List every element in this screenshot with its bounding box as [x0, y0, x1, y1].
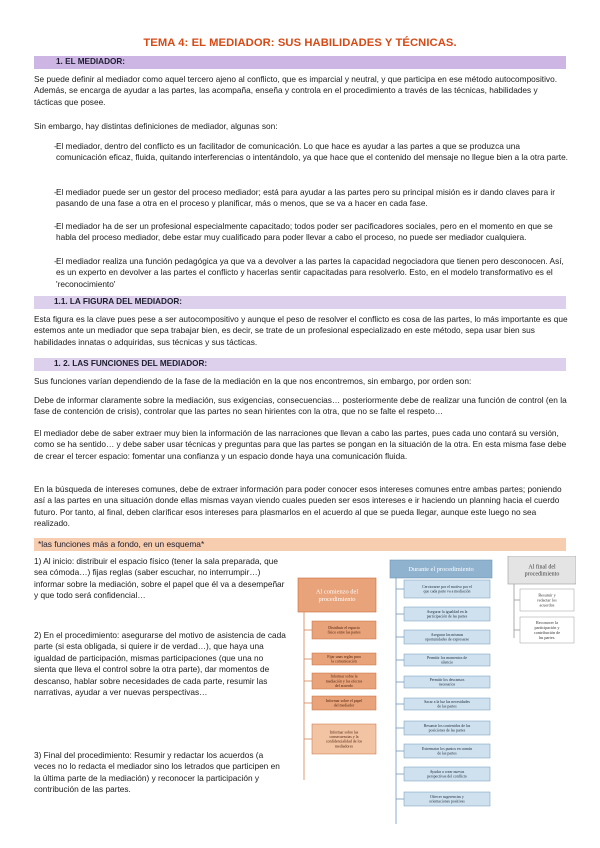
bullet-item: El mediador puede ser un gestor del proceso mediador; está para ayudar a las partes pero su principal misión es ir dando claves para ir pasando de una fase a otra en el proceso y planificar, más o menos, que se va a hacer en cada fase.	[56, 187, 556, 209]
bullet-dash: -	[54, 256, 57, 266]
during-step-text: Ayudar a crear nuevas perspectivas del conflicto	[427, 770, 467, 779]
during-step-text: Permitir los momentos de silencio	[426, 656, 468, 665]
during-step-text: Resumir los contenidos de las posiciones de las partes	[423, 724, 471, 733]
start-step-text: Informar sobre el papel del mediador	[325, 699, 363, 708]
funciones-paragraph-1: Debe de informar claramente sobre la mediación, sus exigencias, consecuencias… posteriormente debe de realizar una función de control (en la fase de contención de crisis), controlar que las partes no sean hirientes con la otra, que no se falte el respeto…	[34, 395, 567, 417]
schema-heading: *las funciones más a fondo, en un esquema*	[34, 538, 566, 551]
during-step-text: Cerciorarse por el motivo por el que cada parte va a mediación	[422, 585, 472, 594]
bullet-dash: -	[54, 141, 57, 151]
funciones-paragraph-2: El mediador debe de saber extraer muy bien la información de las narraciones que llevan a cabo las partes, pues cada uno contará su versión, como se ha sentido… y debe saber usar técnicas y preguntas para que las partes se pongan en la situación de la otra. En esta misma fase debe de crear el tercer espacio: fomentar una confianza y un espacio donde haya una comunicación fluida.	[34, 428, 567, 461]
bullet-item: El mediador ha de ser un profesional especialmente capacitado; todos poder ser pacificadores sociales, pero en el momento en que se habla del proceso mediador, debe estar muy cualificado para poder llevar a cabo el proceso, no puede ser mediador cualquiera.	[56, 221, 553, 243]
during-step-text: Asegurar la igualdad en la participación de las partes	[426, 610, 468, 619]
start-step-text: Distribuir el espacio físico entre las partes	[327, 626, 361, 635]
end-header-text: Al final del procedimiento	[524, 564, 560, 578]
bullet-dash: -	[54, 187, 57, 197]
schema-item-final: 3) Final del procedimiento: Resumir y redactar los acuerdos (a veces no lo redacta el mediador sino los letrados que participen en la última parte de la mediación) y reconocer la participación y contribución de las partes.	[34, 750, 280, 795]
concept-map-diagram	[292, 556, 576, 842]
end-step-text: Resumir y redactar los acuerdos	[537, 592, 557, 608]
section-heading-funciones: 1. 2. LAS FUNCIONES DEL MEDIADOR:	[34, 358, 566, 371]
page-title: TEMA 4: EL MEDIADOR: SUS HABILIDADES Y TÉCNICAS.	[143, 37, 457, 49]
bullet-item: El mediador realiza una función pedagógica ya que va a devolver a las partes la capacidad negociadora que tienen pero desconocen. Así, es un experto en devolver a las partes el conflicto y hacerlas sentir capacitadas para resolverlo. Esto, en el modelo transformativo es el 'reconocimiento'	[56, 256, 564, 289]
start-header-text: Al comienzo del procedimiento	[315, 588, 359, 604]
start-step-text: Fijar unas reglas para la comunicación	[327, 655, 361, 664]
section-heading-figura: 1.1. LA FIGURA DEL MEDIADOR:	[34, 296, 566, 309]
during-step-text: Asegurar las mismas oportunidades de expresarse	[424, 633, 470, 642]
during-step-text: Sacar a la luz las necesidades de las partes	[424, 700, 470, 709]
end-step-text: Reconocer la participación y contribución de las partes.	[533, 619, 561, 641]
schema-item-inicio: 1) Al inicio: distribuir el espacio físico (tener la sala preparada, que sea cómoda…) fijas reglas (saber escuchar, no interrumpir…) informar sobre la mediación, sobre el papel que él va a desempeñar y que todo será confidencial…	[34, 556, 285, 601]
during-step-text: Extrematar los puntos en común de las partes	[421, 747, 473, 756]
definitions-lead: Sin embargo, hay distintas definiciones de mediador, algunas son:	[34, 121, 278, 131]
section-heading-mediador: 1. EL MEDIADOR:	[34, 56, 566, 69]
funciones-lead: Sus funciones varían dependiendo de la fase de la mediación en la que nos encontremos, sin embargo, por orden son:	[34, 376, 472, 386]
schema-item-procedimiento: 2) En el procedimiento: asegurarse del motivo de asistencia de cada parte (si esta obligada, si quiere ir de verdad…), que haya una igualdad de participación, mismas participaciones (que una no sienta que lleva el control sobre la otra parte), dar momentos de descanso, hablar sobre necesidades de cada parte, resumir las narrativas, ayudar a ver nuevas perspectivas…	[34, 630, 286, 698]
during-step-text: Permitir los descansos necesarios	[429, 678, 465, 687]
during-step-text: Ofrecer sugerencias y orientaciones positivas	[429, 795, 465, 804]
during-header-text: Durante el procedimiento	[408, 566, 474, 574]
bullet-dash: -	[54, 221, 57, 231]
intro-paragraph: Se puede definir al mediador como aquel tercero ajeno al conflicto, que es imparcial y neutral, y que participa en ese método autocompositivo. Además, se encarga de ayudar a las partes, las acompaña, enseña y controla en el procedimiento a través de las técnicas, habilidades y tácticas que posee.	[34, 74, 558, 107]
start-step-text: Informar sobre las consecuencias y la confidencialidad de los mediadores	[325, 730, 363, 749]
funciones-paragraph-3: En la búsqueda de intereses comunes, debe de extraer información para poder conocer esos intereses comunes entre ambas partes; poniendo así a las partes en una situación donde ellas mismas vayan viendo cuales pueden ser esos intereses e ir haciendo un planning hacia el cuerdo futuro. Por tanto, al final, deben clarificar esos intereses para plasmarlos en el acuerdo al que se pueda llegar, aunque este luego no sea realizado.	[34, 484, 562, 529]
concept-map-svg	[292, 556, 576, 842]
bullet-item: El mediador, dentro del conflicto es un facilitador de comunicación. Lo que hace es ayudar a las partes a que se produzca una comunicación eficaz, fluida, quitando interferencias o intentándolo, ya que hace que el contenido del mensaje no llegue bien a la otra parte.	[56, 141, 568, 163]
figura-paragraph: Esta figura es la clave pues pese a ser autocompositivo y aunque el peso de resolver el conflicto es cosa de las partes, lo más importante es que estemos ante un mediador que sepa trabajar bien, es decir, se trate de un profesional especializado en este método, sepa usar bien sus habilidades innatas o adquiridas, sus técnicas y sus tácticas.	[34, 314, 568, 347]
start-step-text: Informar sobre la mediación y los efectos del acuerdo	[325, 674, 363, 689]
